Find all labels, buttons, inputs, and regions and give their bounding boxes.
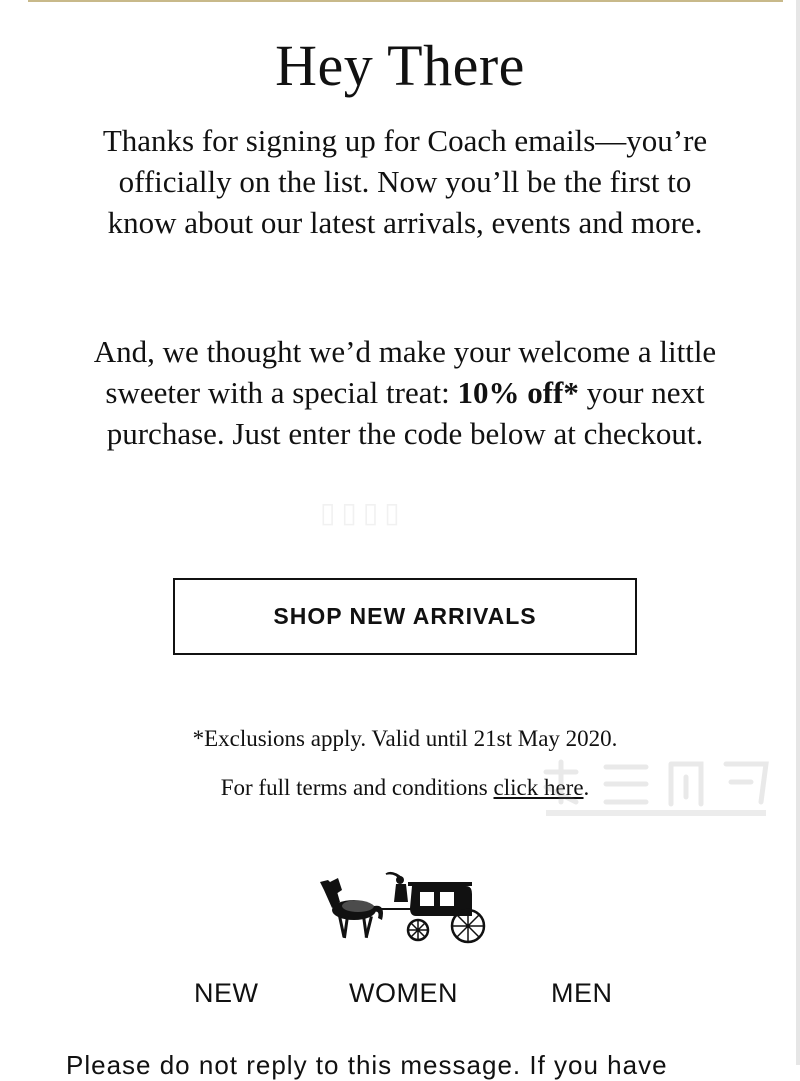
email-headline: Hey There — [275, 33, 525, 98]
nav-new-link[interactable]: NEW — [194, 978, 259, 1008]
nav-women-link[interactable]: WOMEN — [349, 978, 458, 1008]
offer-lead: And, we thought we’d make your welcome a little sweeter with a special treat: — [93, 334, 717, 410]
horse-and-carriage-logo-icon — [316, 868, 494, 948]
shop-new-arrivals-button[interactable]: SHOP NEW ARRIVALS — [173, 578, 637, 655]
promo-code-obscured: ▯▯▯▯ — [320, 498, 406, 529]
top-divider — [28, 0, 783, 2]
nav-men-link[interactable]: MEN — [551, 978, 613, 1008]
exclusions-note: *Exclusions apply. Valid until 21st May 2020. — [192, 726, 618, 751]
terms-link[interactable]: click here — [493, 775, 584, 800]
terms-prefix: For full terms and conditions — [220, 775, 494, 800]
offer-highlight: 10% off* — [457, 375, 579, 410]
terms-suffix: . — [583, 775, 590, 800]
intro-paragraph: Thanks for signing up for Coach emails—you’re officially on the list. Now you’ll be the first to know about our latest arrivals, events and more. — [102, 123, 708, 240]
footer-disclaimer-partial: Please do not reply to this message. If you have — [66, 1050, 668, 1080]
scroll-edge — [796, 0, 800, 1065]
offer-rest: your next purchase. Just enter the code below at checkout. — [106, 375, 705, 451]
terms-line — [0, 774, 800, 802]
offer-paragraph — [90, 331, 720, 454]
